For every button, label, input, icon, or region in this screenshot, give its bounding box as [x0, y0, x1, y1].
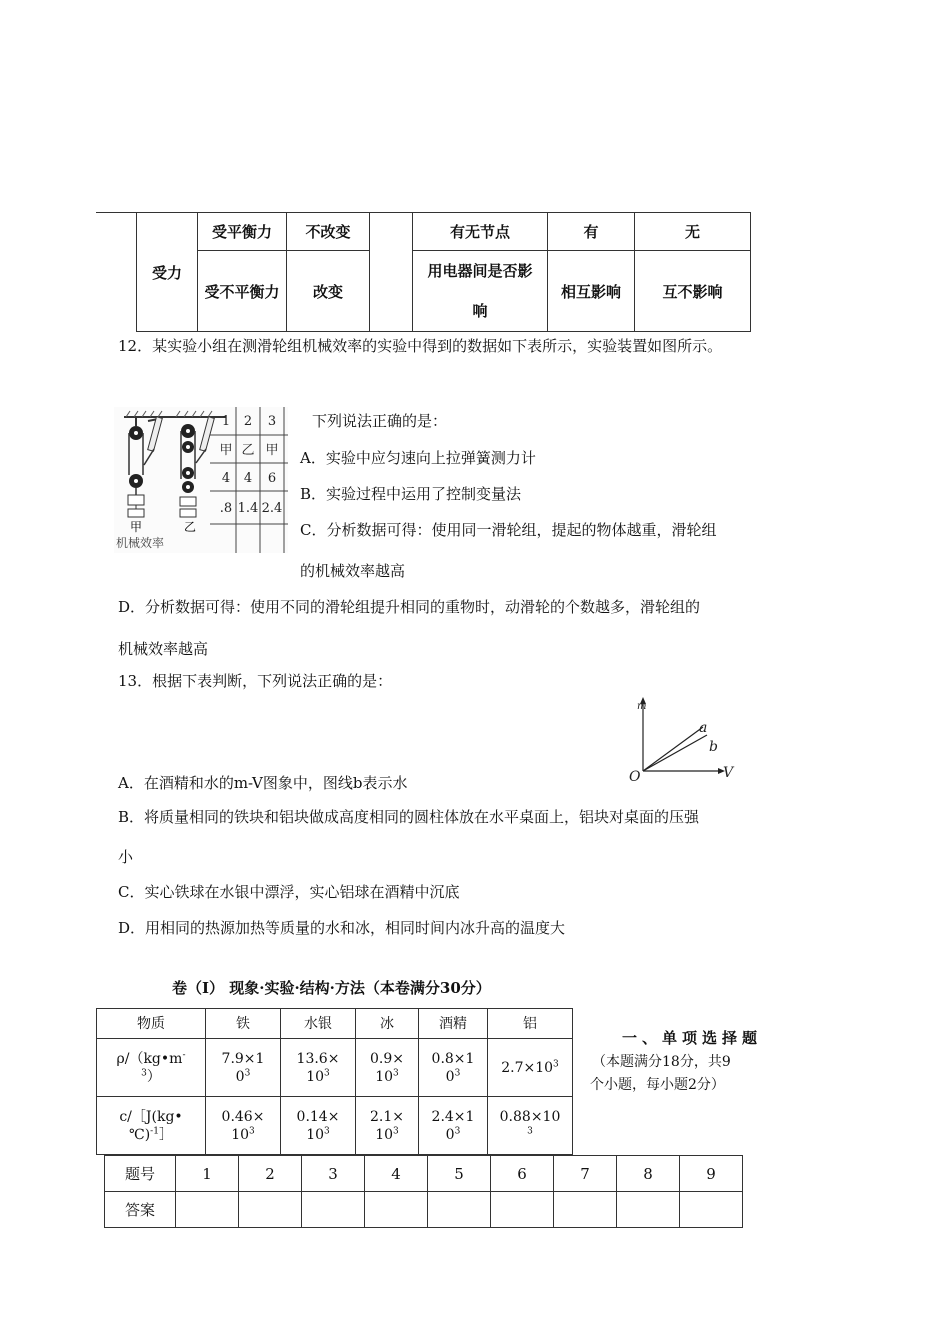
heat-alcohol: 2.4×1 $0^3$: [419, 1097, 488, 1155]
question-number: 3: [302, 1156, 365, 1192]
affect-question-cell: [413, 251, 548, 332]
q12-option-c-line1: C．分析数据可得：使用同一滑轮组，提起的物体越重，滑轮组: [300, 521, 717, 539]
answer-cell[interactable]: [554, 1192, 617, 1228]
heat-iron: 0.46× $10^3$: [206, 1097, 281, 1155]
question-number: 2: [239, 1156, 302, 1192]
density-label: ρ/（kg•m- $^3$）: [97, 1039, 206, 1097]
header-cell: 酒精: [419, 1009, 488, 1039]
answer-cell[interactable]: [617, 1192, 680, 1228]
q13-option-c: C．实心铁球在水银中漂浮，实心铝球在酒精中沉底: [118, 883, 460, 901]
line-b-label: b: [709, 739, 718, 755]
question-number: 6: [491, 1156, 554, 1192]
answer-cell[interactable]: [302, 1192, 365, 1228]
density-aluminum: $2.7\times 10^3$: [488, 1039, 573, 1097]
q13-option-a: A．在酒精和水的m-V图象中，图线b表示水: [118, 774, 408, 792]
fig-cell: 甲: [219, 443, 233, 458]
blank-cell: [370, 213, 413, 332]
q13-stem: 13．根据下表判断，下列说法正确的是：: [118, 672, 393, 690]
fig-cell: 1: [221, 414, 231, 429]
figure-caption: 机械效率: [116, 536, 165, 550]
affect-no-cell: 互不影响: [635, 251, 751, 332]
question-number: 5: [428, 1156, 491, 1192]
answer-table: [104, 1155, 743, 1228]
heat-ice: 2.1× $10^3$: [356, 1097, 419, 1155]
y-axis-label: m: [637, 701, 647, 712]
mv-graph: [625, 695, 745, 785]
fig-cell: 4: [243, 471, 253, 486]
answer-cell[interactable]: [428, 1192, 491, 1228]
material-data-table: [96, 1008, 573, 1155]
affect-yes-cell: 相互影响: [548, 251, 635, 332]
section-note-line2: 个小题，每小题2分）: [590, 1077, 725, 1093]
x-axis-label: V: [723, 765, 734, 781]
answer-cell[interactable]: [239, 1192, 302, 1228]
density-mercury: 13.6× $10^3$: [281, 1039, 356, 1097]
q12-option-c-line2: 的机械效率越高: [300, 562, 406, 580]
q12-intro: 下列说法正确的是：: [312, 412, 448, 430]
section-note-line1: （本题满分18分，共9: [592, 1054, 731, 1070]
changed-cell: 改变: [287, 251, 370, 332]
affect-question-line1: 用电器间是否影: [427, 262, 533, 280]
answer-cell[interactable]: [491, 1192, 554, 1228]
node-yes-cell: 有: [548, 213, 635, 251]
section-heading: 一、单项选择题: [622, 1029, 763, 1047]
density-alcohol: 0.8×1 $0^3$: [419, 1039, 488, 1097]
balanced-force-cell: 受平衡力: [198, 213, 287, 251]
question-number: 1: [176, 1156, 239, 1192]
header-cell: 铝: [488, 1009, 573, 1039]
question-number: 9: [680, 1156, 743, 1192]
header-cell: 水银: [281, 1009, 356, 1039]
node-question-cell: 有无节点: [413, 213, 548, 251]
density-ice: 0.9× $10^3$: [356, 1039, 419, 1097]
blank-cell: [96, 213, 137, 332]
answer-cell[interactable]: [176, 1192, 239, 1228]
section-title: 卷（Ⅰ） 现象·实验·结构·方法（本卷满分30分）: [172, 979, 491, 997]
q12-option-b: B．实验过程中运用了控制变量法: [300, 485, 522, 503]
question-number: 8: [617, 1156, 680, 1192]
origin-label: O: [629, 769, 641, 785]
fig-cell: 4: [221, 471, 231, 486]
question-number: 4: [365, 1156, 428, 1192]
fig-cell: 甲: [265, 443, 279, 458]
fig-cell: 乙: [241, 443, 255, 458]
pulley-figure: [114, 407, 288, 553]
figure-label-a: 甲: [130, 520, 143, 534]
fig-cell: 2: [243, 414, 253, 429]
q12-stem: 12．某实验小组在测滑轮组机械效率的实验中得到的数据如下表所示，实验装置如图所示。: [118, 337, 723, 355]
answer-cell[interactable]: [680, 1192, 743, 1228]
figure-label-b: 乙: [184, 520, 197, 534]
heat-capacity-label: c/［J(kg• ℃)$^{-1}$］: [97, 1097, 206, 1155]
comparison-table: [96, 212, 751, 332]
question-number: 7: [554, 1156, 617, 1192]
force-label: 受力: [137, 213, 198, 332]
pulley-diagram: [114, 407, 288, 553]
fig-cell: 3: [267, 414, 277, 429]
header-cell: 铁: [206, 1009, 281, 1039]
answer-label: 答案: [105, 1192, 176, 1228]
header-cell: 冰: [356, 1009, 419, 1039]
fig-cell: 1.4: [237, 501, 259, 516]
heat-aluminum: 0.88×10 $^3$: [488, 1097, 573, 1155]
fig-cell: .8: [219, 501, 233, 516]
mv-graph-svg: [625, 695, 745, 785]
line-a-label: a: [699, 720, 708, 736]
affect-question-line2: 响: [472, 302, 488, 320]
answer-cell[interactable]: [365, 1192, 428, 1228]
unbalanced-force-cell: 受不平衡力: [198, 251, 287, 332]
q12-option-d-line1: D．分析数据可得：使用不同的滑轮组提升相同的重物时，动滑轮的个数越多，滑轮组的: [118, 598, 701, 616]
q12-option-a: A．实验中应匀速向上拉弹簧测力计: [300, 449, 536, 467]
unchanged-cell: 不改变: [287, 213, 370, 251]
heat-mercury: 0.14× $10^3$: [281, 1097, 356, 1155]
fig-cell: 2.4: [261, 501, 283, 516]
node-no-cell: 无: [635, 213, 751, 251]
header-cell: 物质: [97, 1009, 206, 1039]
density-iron: 7.9×1 $0^3$: [206, 1039, 281, 1097]
q13-option-d: D．用相同的热源加热等质量的水和冰，相同时间内冰升高的温度大: [118, 919, 566, 937]
q13-option-b-line1: B．将质量相同的铁块和铝块做成高度相同的圆柱体放在水平桌面上，铝块对桌面的压强: [118, 808, 700, 826]
fig-cell: 6: [267, 471, 277, 486]
q13-option-b-line2: 小: [118, 848, 134, 866]
q12-option-d-line2: 机械效率越高: [118, 640, 209, 658]
question-number-label: 题号: [105, 1156, 176, 1192]
